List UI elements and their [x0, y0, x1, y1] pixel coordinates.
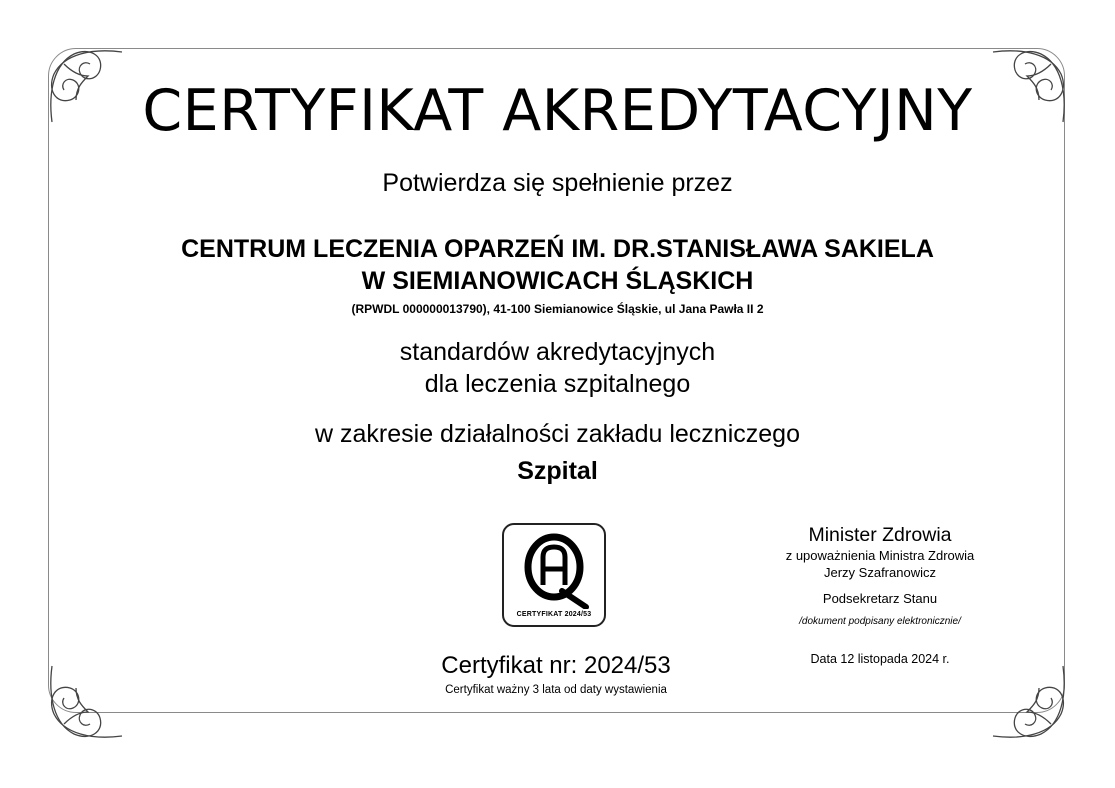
standards-line2: dla leczenia szpitalnego [424, 370, 691, 398]
signatory-position: Podsekretarz Stanu [822, 591, 938, 606]
certificate-number: Certyfikat nr: 2024/53 [441, 652, 671, 679]
institution-name-line1: CENTRUM LECZENIA OPARZEŃ IM. DR.STANISŁAWA SAKIELA [181, 235, 934, 263]
certificate-validity: Certyfikat ważny 3 lata od daty wystawienia [445, 684, 667, 696]
ornamental-corner-icon [983, 656, 1073, 746]
standards-line1: standardów akredytacyjnych [399, 338, 716, 366]
signatory-name: Jerzy Szafranowicz [824, 565, 936, 580]
signatory-authorization: z upoważnienia Ministra Zdrowia [785, 548, 975, 563]
institution-address: (RPWDL 000000013790), 41-100 Siemianowice Śląskie, ul Jana Pawła II 2 [351, 302, 764, 316]
logo-caption: CERTYFIKAT 2024/53 [516, 611, 592, 618]
electronic-signature-note: /dokument podpisany elektronicznie/ [799, 616, 961, 627]
quality-accreditation-logo [502, 523, 606, 627]
certificate-title: CERTYFIKAT AKREDYTACYJNY [142, 78, 973, 144]
qa-logo-icon [516, 533, 594, 609]
signatory-title: Minister Zdrowia [808, 524, 952, 546]
scope-value: Szpital [517, 457, 598, 485]
ornamental-corner-icon [42, 656, 132, 746]
issue-date: Data 12 listopada 2024 r. [810, 652, 950, 666]
institution-name-line2: W SIEMIANOWICACH ŚLĄSKICH [361, 267, 754, 295]
confirmation-text: Potwierdza się spełnienie przez [382, 169, 733, 197]
scope-text: w zakresie działalności zakładu leczniczego [315, 420, 800, 448]
